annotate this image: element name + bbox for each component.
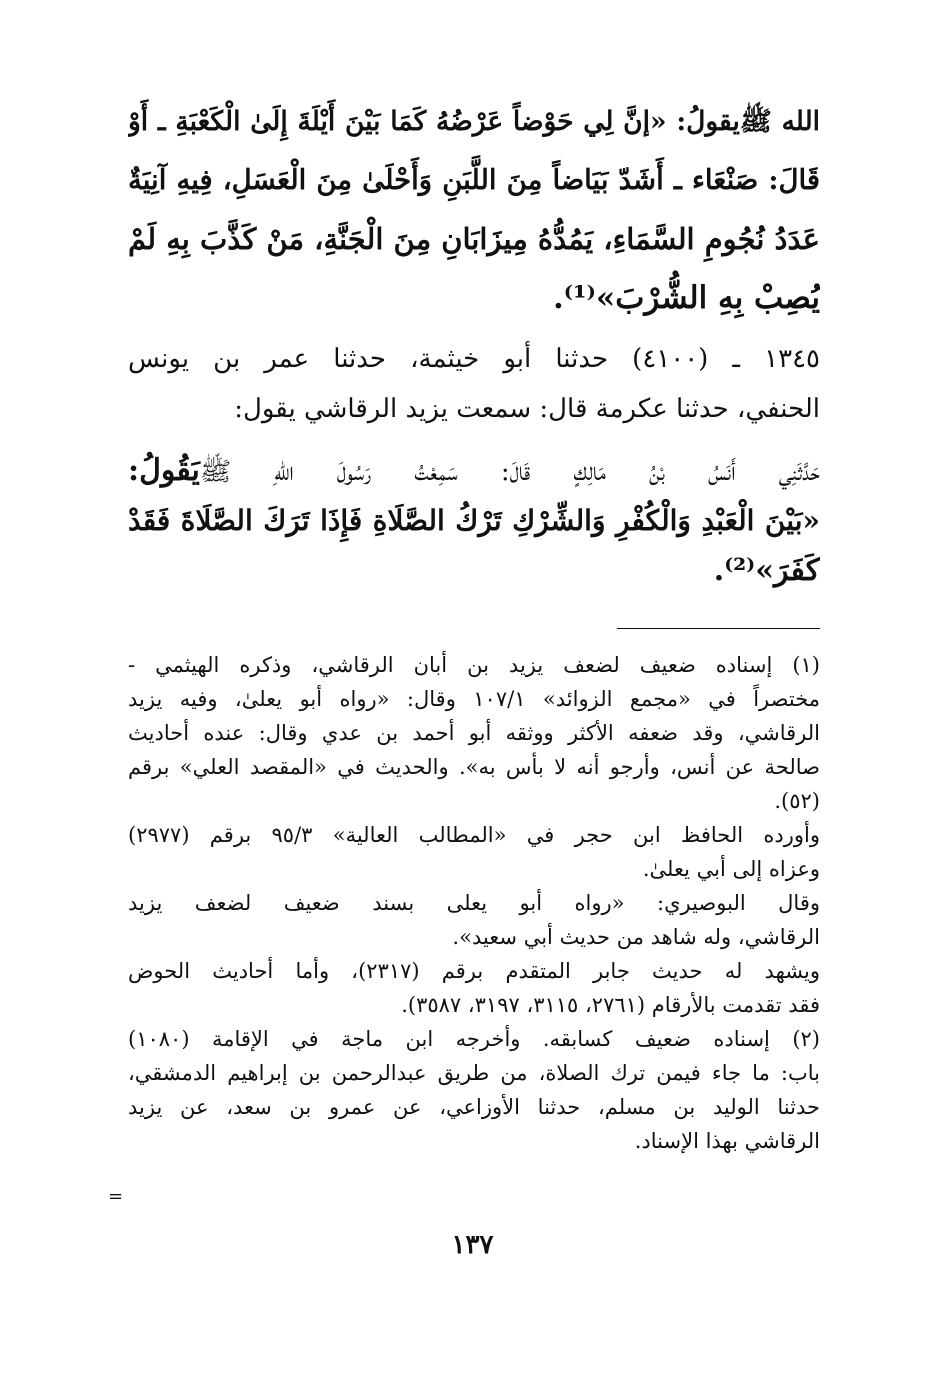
text-line: ويشهد له حديث جابر المتقدم برقم (٢٣١٧)، وأما أحاديث الحوض: [128, 959, 820, 983]
footnote-1-paragraph-1: [128, 648, 820, 818]
text-line: الله ﷺيقولُ: «إنَّ لِي حَوْضاً عَرْضُهُ كَمَا بَيْنَ أَيْلَةَ إِلَىٰ الْكَعْبَةِ ـ أَوْ: [128, 106, 820, 137]
text-line: يُصِبْ بِهِ الشُّرْبَ»⁽¹⁾.: [552, 280, 820, 316]
text-line: (٢) إسناده ضعيف كسابقه. وأخرجه ابن ماجة في الإقامة (١٠٨٠): [128, 1027, 820, 1051]
text-line: وقال البوصيري: «رواه أبو يعلى بسند ضعيف لضعف يزيد: [128, 891, 820, 915]
text-line: صالحة عن أنس، وأرجو أنه لا بأس به». والحديث في «المقصد العلي» برقم: [128, 755, 820, 779]
hadith-1345-isnad: [128, 334, 820, 434]
hadith-1345-matn: [128, 496, 820, 596]
page-number: ١٣٧: [451, 1230, 494, 1260]
text-line: وأورده الحافظ ابن حجر في «المطالب العالية» ٩٥/٣ برقم (٢٩٧٧): [128, 823, 820, 847]
text-line: مختصراً في «مجمع الزوائد» ١٠٧/١ وقال: «رواه أبو يعلىٰ، وفيه يزيد: [128, 687, 820, 711]
footnote-2: [128, 1022, 820, 1158]
text-line: فقد تقدمت بالأرقام (٢٧٦١، ٣١١٥، ٣١٩٧، ٣٥٨٧).: [401, 993, 820, 1017]
text-line: الحنفي، حدثنا عكرمة قال: سمعت يزيد الرقاشي يقول:: [234, 394, 820, 424]
text-line: ١٣٤٥ ـ (٤١٠٠) حدثنا أبو خيثمة، حدثنا عمر بن يونس: [128, 344, 820, 374]
footnote-1-paragraph-4: [128, 954, 820, 1022]
text-line: (١) إسناده ضعيف لضعف يزيد بن أبان الرقاشي، وذكره الهيثمي -: [128, 653, 820, 677]
text-line: الرقاشي بهذا الإسناد.: [634, 1129, 820, 1153]
footnote-1-paragraph-2: [128, 818, 820, 886]
footnote-1-paragraph-3: [128, 886, 820, 954]
continuation-mark: =: [108, 1186, 124, 1207]
narrator-verb: يَقُولُ:: [128, 453, 200, 488]
text-line: (٥٢).: [774, 789, 820, 813]
text-line: باب: ما جاء فيمن ترك الصلاة، من طريق عبدالرحمن بن إبراهيم الدمشقي،: [128, 1061, 820, 1085]
hadith-1344-text: [128, 92, 820, 328]
text-line: «بَيْنَ الْعَبْدِ وَالْكُفْرِ وَالشِّرْكِ تَرْكُ الصَّلَاةِ فَإِذَا تَرَكَ الصَّلَاةَ فَقَدْ: [128, 504, 820, 537]
text-line: قَالَ: صَنْعَاء ـ أَشَدّ بَيَاضاً مِنَ اللَّبَنِ وَأَحْلَىٰ مِنَ الْعَسَلِ، فِيهِ آنِيَةٌ: [128, 164, 820, 196]
text-line: الرقاشي، وله شاهد من حديث أبي سعيد».: [452, 925, 820, 949]
narrator-text: حَدَّثَنِي أَنَسُ بْنُ مَالِكٍ قَالَ: سَمِعْتُ رَسُولَ اللهِ ﷺ: [199, 457, 820, 487]
footnotes: [128, 648, 820, 1158]
text-line: [128, 448, 820, 495]
text-line: كَفَرَ»⁽²⁾.: [713, 553, 820, 588]
text-line: وعزاه إلى أبي يعلىٰ.: [642, 857, 820, 881]
text-line: عَدَدُ نُجُومِ السَّمَاءِ، يَمُدُّهُ مِيزَابَانِ مِنَ الْجَنَّةِ، مَنْ كَذَّبَ بِهِ لَمْ: [128, 222, 820, 256]
footnote-divider: [617, 628, 820, 629]
hadith-1345-narrator: [128, 448, 820, 495]
text-line: حدثنا الوليد بن مسلم، حدثنا الأوزاعي، عن عمرو بن سعد، عن يزيد: [128, 1095, 820, 1119]
text-line: الرقاشي، وقد ضعفه الأكثر ووثقه أبو أحمد بن عدي وقال: عنده أحاديث: [128, 721, 820, 745]
